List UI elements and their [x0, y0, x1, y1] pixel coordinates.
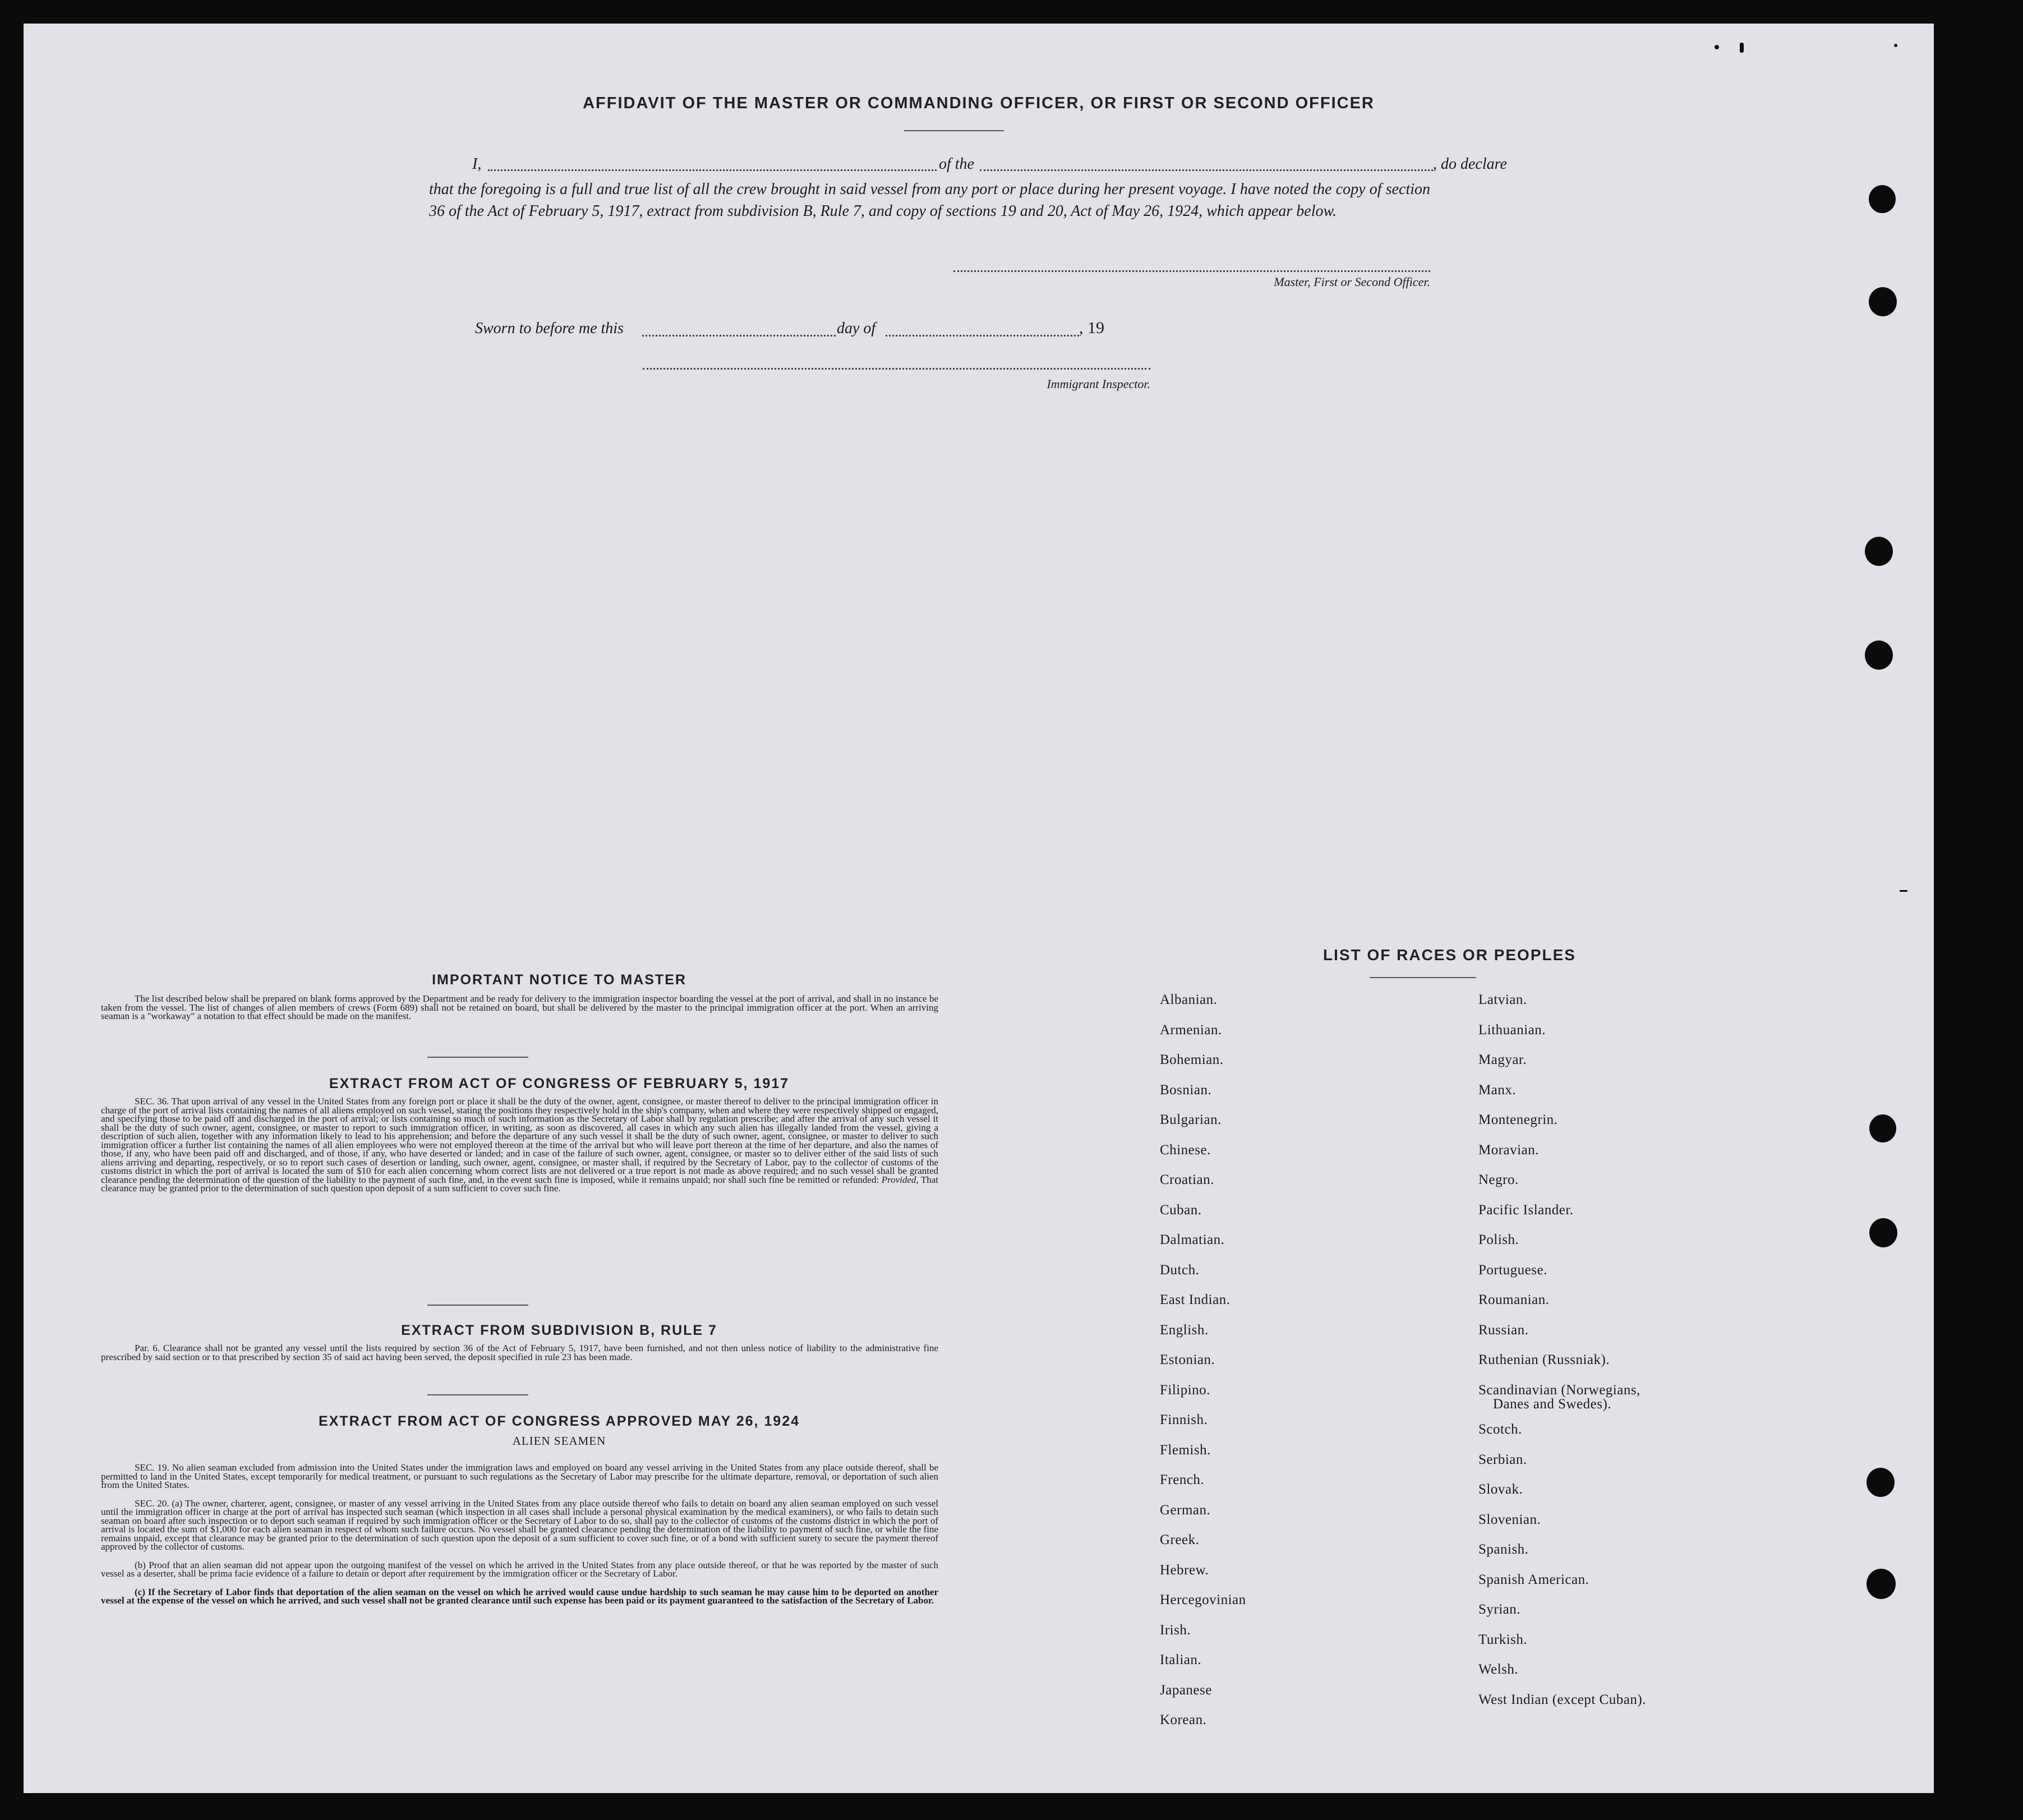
- race-item: Russian.: [1478, 1322, 1529, 1338]
- punch-hole: [1869, 1218, 1897, 1247]
- race-item: Moravian.: [1478, 1142, 1539, 1158]
- race-item: Polish.: [1478, 1232, 1519, 1247]
- rule7-divider: [427, 1394, 528, 1395]
- extract-1924-title: EXTRACT FROM ACT OF CONGRESS APPROVED MAY 26, 1924: [318, 1413, 800, 1429]
- punch-hole: [1865, 641, 1893, 670]
- race-item-continuation: Danes and Swedes).: [1493, 1396, 1612, 1412]
- race-item: Irish.: [1160, 1622, 1191, 1638]
- punch-hole: [1867, 1569, 1896, 1599]
- inspector-caption: Immigrant Inspector.: [1047, 377, 1150, 391]
- officer-signature-caption: Master, First or Second Officer.: [1274, 275, 1430, 289]
- race-item: Cuban.: [1160, 1202, 1202, 1218]
- extract-1917-title: EXTRACT FROM ACT OF CONGRESS OF FEBRUARY 5, 1917: [329, 1076, 790, 1091]
- affidavit-declare-label: , do declare: [1433, 155, 1507, 173]
- race-item: Welsh.: [1478, 1662, 1519, 1677]
- sec20b-text: (b) Proof that an alien seaman did not appear upon the outgoing manifest of the vessel on which he arrived in the United States from any place outside thereof, or that he was reported by the master of such vessel as a deserter, shall be prima facie evidence of a failure to detain or deport after requirement by the immigration officer or the Secretary of Labor.: [101, 1559, 938, 1579]
- scan-speck: [1740, 43, 1744, 53]
- rule7-body: Par. 6. Clearance shall not be granted any vessel until the lists required by section 36 of the Act of February 5, 1917, have been furnished, and not then unless notice of liability to the administrative fine prescribed by said section or to that prescribed by section 35 of said act having been served, the deposit specified in rule 23 has been made.: [101, 1343, 938, 1362]
- extract-1917-body: [101, 1097, 938, 1193]
- extract-1917-text: SEC. 36. That upon arrival of any vessel in the United States from any foreign port or place it shall be the duty of the owner, agent, consignee, or master thereof to deliver to the principal immigration officer in charge of the port of arrival lists containing the names of all aliens employed on such vessel, stating the positions they respectively hold in the ship's company, when and where they were respectively shipped or engaged, and specifying those to be paid off and discharged in the port of arrival; or lists containing so much of such information as the Secretary of Labor shall by regulation prescribe; and after the arrival of any such vessel it shall be the duty of such owner, agent, consignee, or master to report to such immigration officer, in writing, as soon as discovered, all cases in which any such alien has illegally landed from the vessel, giving a description of such alien, together with any information likely to lead to his apprehension; and before the departure of any such vessel it shall be the duty of such owner, agent, consignee, or master to deliver to such immigration officer a further list containing the names of all alien employees who were not employed thereon at the time of the arrival but who will leave port thereon at the time of her departure, and also the names of those, if any, who have been paid off and discharged, and of those, if any, who have deserted or landed; and in case of the failure of such owner, agent, consignee, or master so to deliver either of the said lists of such aliens arriving and departing, respectively, or so to report such cases of desertion or landing, such owner, agent, consignee, or master shall, if required by the Secretary of Labor, pay to the collector of customs of the customs district in which the port of arrival is located the sum of $10 for each alien concerning whom correct lists are not delivered or a true report is not made as above required; and no such vessel shall be granted clearance pending the determination of the question of the liability to the payment of such fine, and, in the event such fine is imposed, while it remains unpaid; nor shall such fine be remitted or refunded:: [101, 1096, 938, 1185]
- race-item: Finnish.: [1160, 1412, 1208, 1427]
- race-item: Albanian.: [1160, 992, 1218, 1007]
- sec19-text: SEC. 19. No alien seaman excluded from admission into the United States under the immigration laws and employed on board any vessel arriving in the United States from any place outside thereof, shall be permitted to land in the United States, except temporarily for medical treatment, or pursuant to such regulations as the Secretary of Labor may prescribe for the ultimate departure, removal, or deportation of such alien from the United States.: [101, 1462, 938, 1490]
- race-item: Bosnian.: [1160, 1082, 1212, 1098]
- notice-divider: [427, 1057, 528, 1058]
- rule7-title: EXTRACT FROM SUBDIVISION B, RULE 7: [401, 1323, 717, 1338]
- race-item: German.: [1160, 1502, 1211, 1518]
- race-item: Korean.: [1160, 1712, 1207, 1727]
- race-item: Slovak.: [1478, 1482, 1523, 1497]
- races-title-rule: [1370, 977, 1476, 978]
- affidavit-body: that the foregoing is a full and true list of all the crew brought in said vessel from any port or place during her present voyage. I have noted the copy of section 36 of the Act of February 5, 1917, extract from subdivision B, Rule 7, and copy of sections 19 and 20, Act of May 26, 1924, which appear below.: [429, 181, 1430, 220]
- race-item: Dalmatian.: [1160, 1232, 1225, 1247]
- races-title: LIST OF RACES OR PEOPLES: [1323, 946, 1576, 964]
- race-item: Bohemian.: [1160, 1052, 1224, 1067]
- sec20c-text: (c) If the Secretary of Labor finds that deportation of the alien seaman on the vessel on which he arrived would cause undue hardship to such seaman he may cause him to be deported on another vessel at the expense of the vessel on which he arrived, and such vessel shall not be granted clearance until such expense has been paid or its payment guaranteed to the satisfaction of the Secretary of Labor.: [101, 1586, 938, 1606]
- scan-speck: [1715, 45, 1719, 49]
- notice-title: IMPORTANT NOTICE TO MASTER: [432, 972, 686, 988]
- year-label: , 19: [1079, 319, 1104, 337]
- race-item: Scotch.: [1478, 1422, 1522, 1437]
- punch-hole: [1869, 185, 1896, 213]
- punch-hole: [1869, 287, 1897, 316]
- sec20a-text: SEC. 20. (a) The owner, charterer, agent, consignee, or master of any vessel arriving in the United States from any place outside thereof who fails to detain on board any alien seaman employed on such vessel until the immigration officer in charge at the port of arrival has inspected such seaman (which inspection in all cases shall include a personal physical examination by the medical examiners), or who fails to detain such seaman on board after such inspection or to deport such seaman if required by such immigration officer or the Secretary of Labor to do so, shall pay to the collector of customs of the customs district in which the port of arrival is located the sum of $1,000 for each alien seaman in respect of whom such failure occurs. No vessel shall be granted clearance pending the determination of the liability to payment of such fine, or while the fine remains unpaid, except that clearance may be granted prior to the determination of such question upon the deposit of a sum sufficient to cover such fine, or of a bond with sufficient surety to secure the payment thereof approved by the collector of customs.: [101, 1498, 938, 1552]
- scan-speck: [1900, 890, 1907, 892]
- race-item: Turkish.: [1478, 1632, 1528, 1647]
- race-item: Montenegrin.: [1478, 1112, 1558, 1127]
- race-item: Estonian.: [1160, 1352, 1215, 1367]
- extract-1917-divider: [427, 1305, 528, 1306]
- race-item: Flemish.: [1160, 1442, 1211, 1458]
- race-item: Greek.: [1160, 1532, 1200, 1547]
- inspector-signature-field[interactable]: [643, 368, 1150, 370]
- race-item: English.: [1160, 1322, 1209, 1338]
- sworn-label: Sworn to before me this: [475, 320, 624, 337]
- race-item: Slovenian.: [1478, 1512, 1541, 1527]
- race-item: Hercegovinian: [1160, 1592, 1246, 1607]
- race-item: Ruthenian (Russniak).: [1478, 1352, 1610, 1367]
- affidavit-i-label: I,: [472, 155, 482, 173]
- extract-1924-subtitle: ALIEN SEAMEN: [512, 1434, 606, 1448]
- race-item: Chinese.: [1160, 1142, 1211, 1158]
- race-item: Spanish.: [1478, 1542, 1529, 1557]
- races-left-column: [1160, 992, 1451, 1738]
- race-item: Portuguese.: [1478, 1262, 1547, 1278]
- race-item: Scandinavian (Norwegians,: [1478, 1382, 1640, 1398]
- day-of-label: day of: [837, 320, 876, 337]
- race-item: West Indian (except Cuban).: [1478, 1692, 1646, 1707]
- master-name-field[interactable]: [488, 169, 937, 171]
- race-item: Lithuanian.: [1478, 1022, 1546, 1038]
- race-item: Armenian.: [1160, 1022, 1222, 1038]
- race-item: Japanese: [1160, 1682, 1212, 1698]
- vessel-name-field[interactable]: [980, 169, 1433, 171]
- affidavit-title: AFFIDAVIT OF THE MASTER OR COMMANDING OFFICER, OR FIRST OR SECOND OFFICER: [583, 94, 1375, 112]
- race-item: Serbian.: [1478, 1452, 1527, 1467]
- race-item: Croatian.: [1160, 1172, 1214, 1187]
- race-item: Negro.: [1478, 1172, 1519, 1187]
- race-item: Filipino.: [1160, 1382, 1210, 1398]
- race-item: East Indian.: [1160, 1292, 1231, 1307]
- extract-1924-body: [101, 1454, 938, 1615]
- officer-signature-field[interactable]: [953, 270, 1430, 272]
- race-item: Manx.: [1478, 1082, 1517, 1098]
- race-item: Magyar.: [1478, 1052, 1527, 1067]
- form-sheet: [24, 24, 1934, 1793]
- punch-hole: [1867, 1468, 1895, 1497]
- notice-body: The list described below shall be prepared on blank forms approved by the Department and be ready for delivery to the immigration inspector boarding the vessel at the port of arrival, and shall in no instance be taken from the vessel. The list of changes of alien members of crews (Form 689) shall not be retained on board, but shall be delivered by the master to the principal immigration officer at the port. When an arriving seaman is a "workaway" a notation to that effect should be made on the manifest.: [101, 993, 938, 1021]
- sworn-day-field[interactable]: [642, 335, 836, 337]
- race-item: Italian.: [1160, 1652, 1202, 1667]
- punch-hole: [1865, 537, 1893, 566]
- sworn-month-field[interactable]: [886, 335, 1079, 337]
- race-item: Hebrew.: [1160, 1562, 1209, 1578]
- race-item: Latvian.: [1478, 992, 1527, 1007]
- extract-1917-text-end: That clearance may be granted prior to the determination of such question upon deposit of a sum sufficient to cover such fine.: [101, 1174, 938, 1194]
- race-item: Bulgarian.: [1160, 1112, 1222, 1127]
- race-item: Dutch.: [1160, 1262, 1200, 1278]
- race-item: Syrian.: [1478, 1602, 1521, 1617]
- races-right-column: [1478, 992, 1770, 1738]
- race-item: Roumanian.: [1478, 1292, 1550, 1307]
- scan-speck: [1894, 44, 1897, 47]
- race-item: French.: [1160, 1472, 1205, 1487]
- extract-1917-provided: Provided,: [881, 1174, 919, 1185]
- race-item: Pacific Islander.: [1478, 1202, 1574, 1218]
- race-item: Spanish American.: [1478, 1572, 1589, 1587]
- affidavit-of-the-label: of the: [939, 155, 974, 173]
- affidavit-title-rule: [904, 130, 1004, 131]
- punch-hole: [1869, 1114, 1896, 1142]
